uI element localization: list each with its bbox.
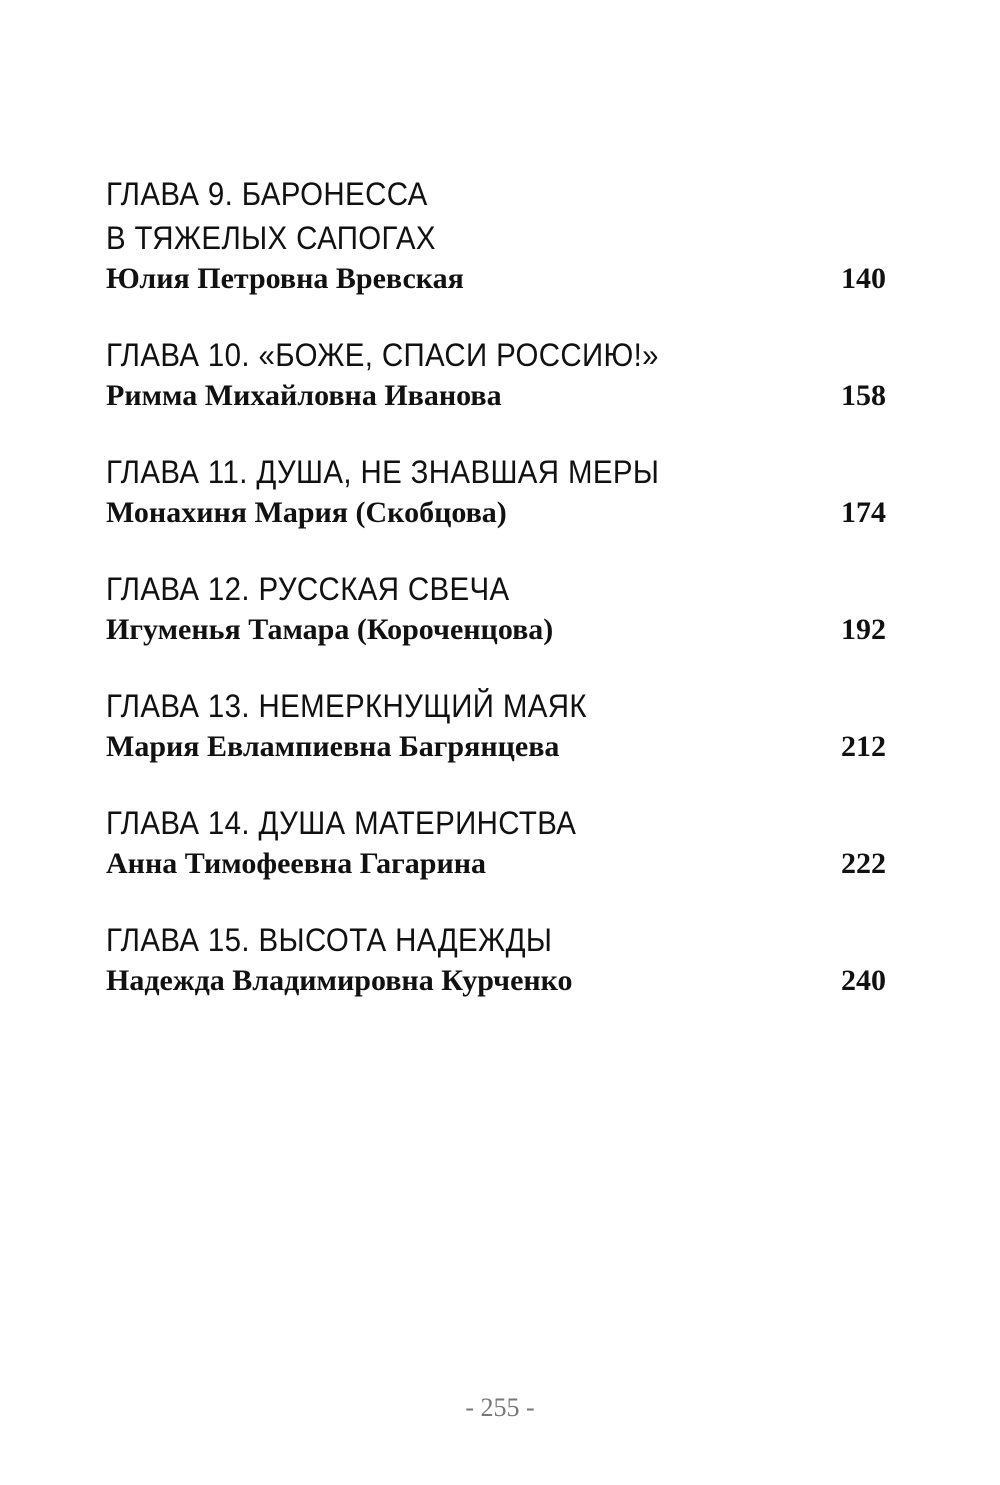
author-row [106,963,886,999]
page-number: 222 [841,847,886,880]
author-row [106,846,886,882]
page-number: 192 [841,613,886,646]
author-row [106,729,886,765]
author-name: Римма Михайловна Иванова [106,379,502,412]
author-row [106,261,886,297]
page-number: 158 [841,379,886,412]
toc-entry-chapter-14 [106,801,886,882]
page-number: 174 [841,496,886,529]
page-number: 140 [841,262,886,295]
toc-entry-chapter-13 [106,684,886,765]
author-row [106,378,886,414]
chapter-title: ГЛАВА 10. «БОЖЕ, СПАСИ РОССИЮ!» [106,337,659,373]
chapter-title: ГЛАВА 15. ВЫСОТА НАДЕЖДЫ [106,922,553,958]
toc-entry-chapter-11 [106,450,886,531]
chapter-title-continuation: В ТЯЖЕЛЫХ САПОГАХ [106,220,436,256]
toc-entry-chapter-9 [106,172,886,297]
chapter-title: ГЛАВА 13. НЕМЕРКНУЩИЙ МАЯК [106,688,587,724]
author-name: Игуменья Тамара (Короченцова) [106,613,554,646]
toc-entry-chapter-15 [106,918,886,999]
toc-entry-chapter-10 [106,333,886,414]
toc-entry-chapter-12 [106,567,886,648]
page-number: 240 [841,964,886,997]
chapter-title: ГЛАВА 11. ДУША, НЕ ЗНАВШАЯ МЕРЫ [106,454,660,490]
author-name: Мария Евлампиевна Багрянцева [106,730,560,763]
author-name: Надежда Владимировна Курченко [106,964,573,997]
footer-page-number: - 255 - [465,1393,535,1422]
author-name: Монахиня Мария (Скобцова) [106,496,507,529]
page-number: 212 [841,730,886,763]
author-name: Анна Тимофеевна Гагарина [106,847,487,880]
author-name: Юлия Петровна Вревская [106,262,464,295]
author-row [106,495,886,531]
chapter-title: ГЛАВА 9. БАРОНЕССА [106,176,428,212]
chapter-title: ГЛАВА 12. РУССКАЯ СВЕЧА [106,571,510,607]
chapter-title: ГЛАВА 14. ДУША МАТЕРИНСТВА [106,805,577,841]
table-of-contents [106,172,886,1035]
author-row [106,612,886,648]
